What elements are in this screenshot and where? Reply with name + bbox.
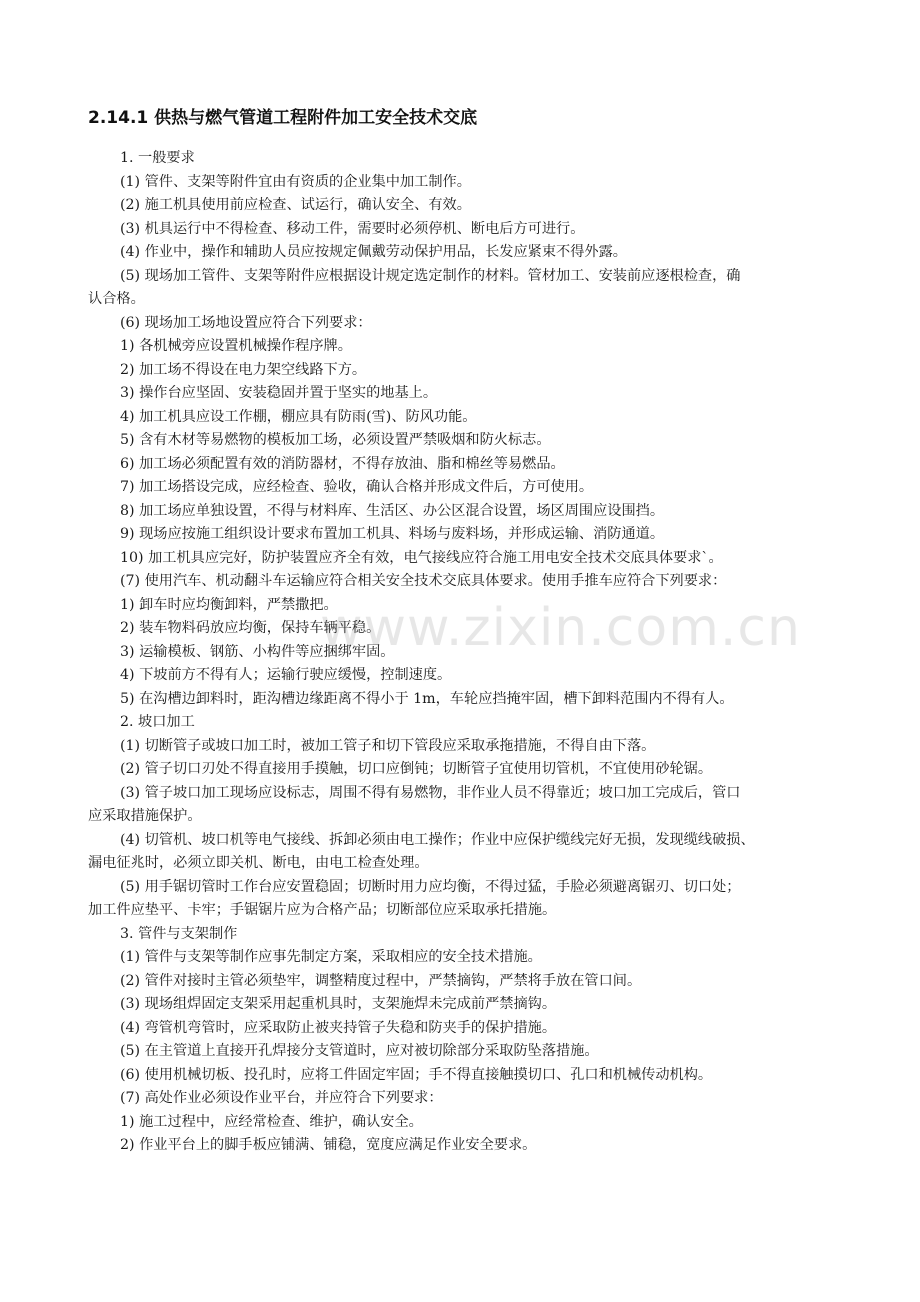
text-line: (4) 切管机、坡口机等电气接线、拆卸必须由电工操作；作业中应保护缆线完好无损，发现缆线破损、 bbox=[120, 831, 755, 848]
text-line: (1) 管件与支架等制作应事先制定方案，采取相应的安全技术措施。 bbox=[120, 949, 542, 965]
text-line: (2) 管子切口刃处不得直接用手摸触，切口应倒钝；切断管子宜使用切管机，不宜使用砂轮锯。 bbox=[120, 761, 713, 777]
document-body bbox=[88, 147, 838, 1158]
text-line: 2) 装车物料码放应均衡，保持车辆平稳。 bbox=[120, 620, 381, 636]
text-line: 3) 操作台应坚固、安装稳固并置于坚实的地基上。 bbox=[120, 385, 438, 401]
text-line: 4) 下坡前方不得有人；运输行驶应缓慢，控制速度。 bbox=[120, 667, 452, 683]
text-line: 2) 加工场不得设在电力架空线路下方。 bbox=[120, 361, 367, 378]
text-line: (7) 使用汽车、机动翻斗车运输应符合相关安全技术交底具体要求。使用手推车应符合下列要求： bbox=[120, 573, 727, 589]
text-line: (3) 现场组焊固定支架采用起重机具时，支架施焊未完成前严禁摘钩。 bbox=[120, 996, 557, 1012]
text-line: 7) 加工场搭设完成，应经检查、验收，确认合格并形成文件后，方可使用。 bbox=[120, 479, 594, 495]
text-line: (4) 作业中，操作和辅助人员应按规定佩戴劳动保护用品，长发应紧束不得外露。 bbox=[120, 244, 627, 260]
watermark: www.zixin.com.cn bbox=[320, 598, 801, 658]
text-line: 8) 加工场应单独设置，不得与材料库、生活区、办公区混合设置，场区周围应设围挡。 bbox=[120, 502, 665, 519]
text-line: 2) 作业平台上的脚手板应铺满、铺稳，宽度应满足作业安全要求。 bbox=[120, 1137, 537, 1153]
text-line: 应采取措施保护。 bbox=[88, 808, 202, 824]
text-line: 4) 加工机具应设工作棚，棚应具有防雨(雪)、防风功能。 bbox=[120, 408, 477, 425]
text-line: (5) 在主管道上直接开孔焊接分支管道时，应对被切除部分采取防坠落措施。 bbox=[120, 1043, 599, 1059]
text-line: (5) 用手锯切管时工作台应安置稳固；切断时用力应均衡，不得过猛，手脸必须避离锯刃、切口处； bbox=[120, 878, 741, 895]
text-line: (2) 管件对接时主管必须垫牢，调整精度过程中，严禁摘钩，严禁将手放在管口间。 bbox=[120, 972, 642, 989]
text-line: (5) 现场加工管件、支架等附件应根据设计规定选定制作的材料。管材加工、安装前应逐根检查，确 bbox=[120, 267, 741, 284]
text-line: 5) 含有木材等易燃物的模板加工场，必须设置严禁吸烟和防火标志。 bbox=[120, 432, 551, 448]
text-line: 加工件应垫平、卡牢；手锯锯片应为合格产品；切断部位应采取承托措施。 bbox=[88, 902, 557, 918]
text-line: 3. 管件与支架制作 bbox=[120, 925, 238, 942]
text-line: 1. 一般要求 bbox=[120, 150, 195, 166]
text-line: (3) 管子坡口加工现场应设标志，周围不得有易燃物，非作业人员不得靠近；坡口加工完成后，管口 bbox=[120, 784, 741, 801]
text-line: 1) 各机械旁应设置机械操作程序牌。 bbox=[120, 338, 352, 354]
text-line: (7) 高处作业必须设作业平台，并应符合下列要求： bbox=[120, 1090, 443, 1106]
text-line: 1) 施工过程中，应经常检查、维护，确认安全。 bbox=[120, 1113, 423, 1130]
text-line: (2) 施工机具使用前应检查、试运行，确认安全、有效。 bbox=[120, 197, 471, 213]
text-line: 9) 现场应按施工组织设计要求布置加工机具、料场与废料场，并形成运输、消防通道。 bbox=[120, 526, 665, 542]
text-line: 漏电征兆时，必须立即关机、断电，由电工检查处理。 bbox=[88, 855, 429, 871]
text-line: (4) 弯管机弯管时，应采取防止被夹持管子失稳和防夹手的保护措施。 bbox=[120, 1019, 557, 1036]
text-line: (6) 现场加工场地设置应符合下列要求： bbox=[120, 314, 372, 331]
text-line: 5) 在沟槽边卸料时，距沟槽边缘距离不得小于 1m，车轮应挡掩牢固，槽下卸料范围内不得有人。 bbox=[120, 690, 734, 707]
text-line: (1) 管件、支架等附件宜由有资质的企业集中加工制作。 bbox=[120, 173, 471, 190]
text-line: 1) 卸车时应均衡卸料，严禁撒把。 bbox=[120, 596, 338, 613]
document-title: 2.14.1 供热与燃气管道工程附件加工安全技术交底 bbox=[88, 108, 478, 128]
text-line: 认合格。 bbox=[88, 291, 145, 307]
text-line: 3) 运输模板、钢筋、小构件等应捆绑牢固。 bbox=[120, 643, 395, 660]
text-line: 6) 加工场必须配置有效的消防器材，不得存放油、脂和棉丝等易燃品。 bbox=[120, 455, 565, 472]
text-line: 10) 加工机具应完好，防护装置应齐全有效，电气接线应符合施工用电安全技术交底具体要求`。 bbox=[120, 549, 723, 566]
text-line: (3) 机具运行中不得检查、移动工件，需要时必须停机、断电后方可进行。 bbox=[120, 220, 585, 237]
text-line: (1) 切断管子或坡口加工时，被加工管子和切下管段应采取承拖措施，不得自由下落。 bbox=[120, 737, 656, 754]
text-line: (6) 使用机械切板、投孔时，应将工件固定牢固；手不得直接触摸切口、孔口和机械传动机构。 bbox=[120, 1066, 713, 1083]
text-line: 2. 坡口加工 bbox=[120, 714, 195, 730]
